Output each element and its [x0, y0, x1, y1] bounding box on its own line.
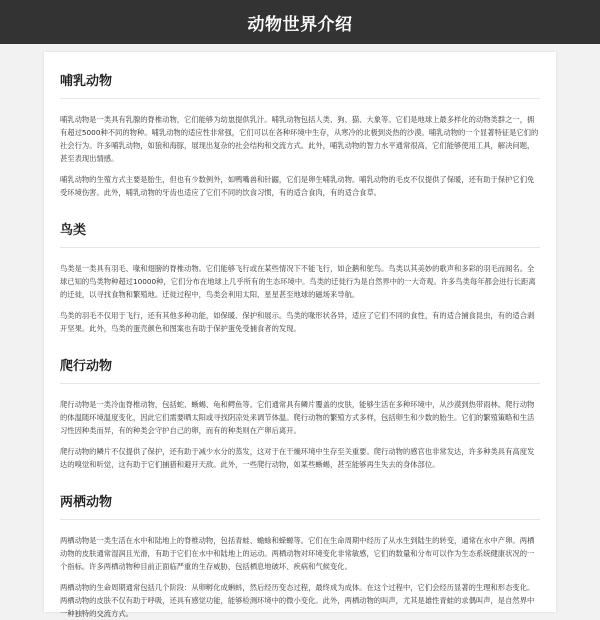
- content-card: [44, 52, 556, 618]
- section-birds: [44, 199, 556, 335]
- section-paragraph: 两栖动物是一类生活在水中和陆地上的脊椎动物，包括青蛙、蟾蜍和蝾螈等。它们在生命周期中经历了从水生到陆生的转变，通常在水中产卵。两栖动物的皮肤通常湿润且光滑，有助于它们在水中和陆地上的运动。两栖动物对环境变化非常敏感，它们的数量和分布可以作为生态系统健康状况的一个指标。许多两栖动物种目前正面临严重的生存威胁，包括栖息地破坏、疾病和气候变化。: [60, 536, 535, 571]
- section-amphibians: [44, 471, 556, 620]
- section-paragraph: 两栖动物的生命周期通常包括几个阶段：从卵孵化成蝌蚪，然后经历变态过程，最终成为成体。在这个过程中，它们会经历显著的生理和形态变化。两栖动物的皮肤不仅有助于呼吸，还具有感觉功能，能够检测环境中的微小变化。此外，两栖动物的叫声，尤其是雄性青蛙的求偶叫声，是自然界中一种独特的交流方式。: [60, 583, 535, 618]
- section-paragraph: 鸟类的羽毛不仅用于飞行，还有其他多种功能，如保暖、保护和展示。鸟类的喙形状各异，适应了它们不同的食性，有的适合捕食昆虫，有的适合剥开坚果。此外，鸟类的蛋壳颜色和图案也有助于保护蛋免受捕食者的发现。: [60, 311, 535, 333]
- section-paragraph: 哺乳动物的生殖方式主要是胎生，但也有少数例外，如鸭嘴兽和针鼹，它们是卵生哺乳动物。哺乳动物的毛皮不仅提供了保暖，还有助于保护它们免受环境伤害。此外，哺乳动物的牙齿也适应了它们不同的饮食习惯，有的适合食肉，有的适合食草。: [60, 175, 535, 197]
- section-heading: 两栖动物: [60, 471, 540, 520]
- section-heading: 哺乳动物: [60, 52, 540, 99]
- section-paragraph: 鸟类是一类具有羽毛、喙和翅膀的脊椎动物。它们能够飞行或在某些情况下不能飞行，如企鹅和鸵鸟。鸟类以其美妙的歌声和多彩的羽毛而闻名。全球已知的鸟类物种超过10000种，它们分布在地球上几乎所有的生态环境中。鸟类的迁徙行为是自然界中的一大奇观。许多鸟类每年都会进行长距离的迁徙，以寻找食物和繁殖地。迁徙过程中，鸟类会利用太阳、星星甚至地球的磁场来导航。: [60, 264, 536, 299]
- section-heading: 鸟类: [60, 199, 540, 248]
- section-mammals: [44, 52, 556, 199]
- section-paragraph: 爬行动物的鳞片不仅提供了保护，还有助于减少水分的蒸发，这对于在干燥环境中生存至关重要。爬行动物的感官也非常发达，许多种类具有高度发达的嗅觉和听觉，这有助于它们捕猎和避开天敌。此外，一些爬行动物，如某些蜥蜴，甚至能够再生失去的身体部位。: [60, 447, 535, 469]
- page-header: [0, 0, 600, 44]
- section-reptiles: [44, 335, 556, 471]
- section-heading: 爬行动物: [60, 335, 540, 384]
- page-title: 动物世界介绍: [247, 14, 353, 35]
- section-paragraph: 哺乳动物是一类具有乳腺的脊椎动物，它们能够为幼崽提供乳汁。哺乳动物包括人类、狗、猫、大象等。它们是地球上最多样化的动物类群之一，拥有超过5000种不同的物种。哺乳动物的适应性非常强，它们可以在各种环境中生存，从寒冷的北极到炎热的沙漠。哺乳动物的一个显著特征是它们的社会行为。许多哺乳动物，如狼和海豚，展现出复杂的社会结构和交流方式。此外，哺乳动物的智力水平通常很高，它们能够使用工具，解决问题，甚至表现出情感。: [60, 115, 539, 163]
- section-paragraph: 爬行动物是一类冷血脊椎动物，包括蛇、蜥蜴、龟和鳄鱼等。它们通常具有鳞片覆盖的皮肤，能够生活在多种环境中，从沙漠到热带雨林。爬行动物的体温随环境温度变化，因此它们需要晒太阳或寻找阴凉处来调节体温。爬行动物的繁殖方式多样，包括卵生和少数的胎生。它们的繁殖策略和生活习性因种类而异，有的种类会守护自己的卵，而有的种类则在产卵后离开。: [60, 400, 535, 435]
